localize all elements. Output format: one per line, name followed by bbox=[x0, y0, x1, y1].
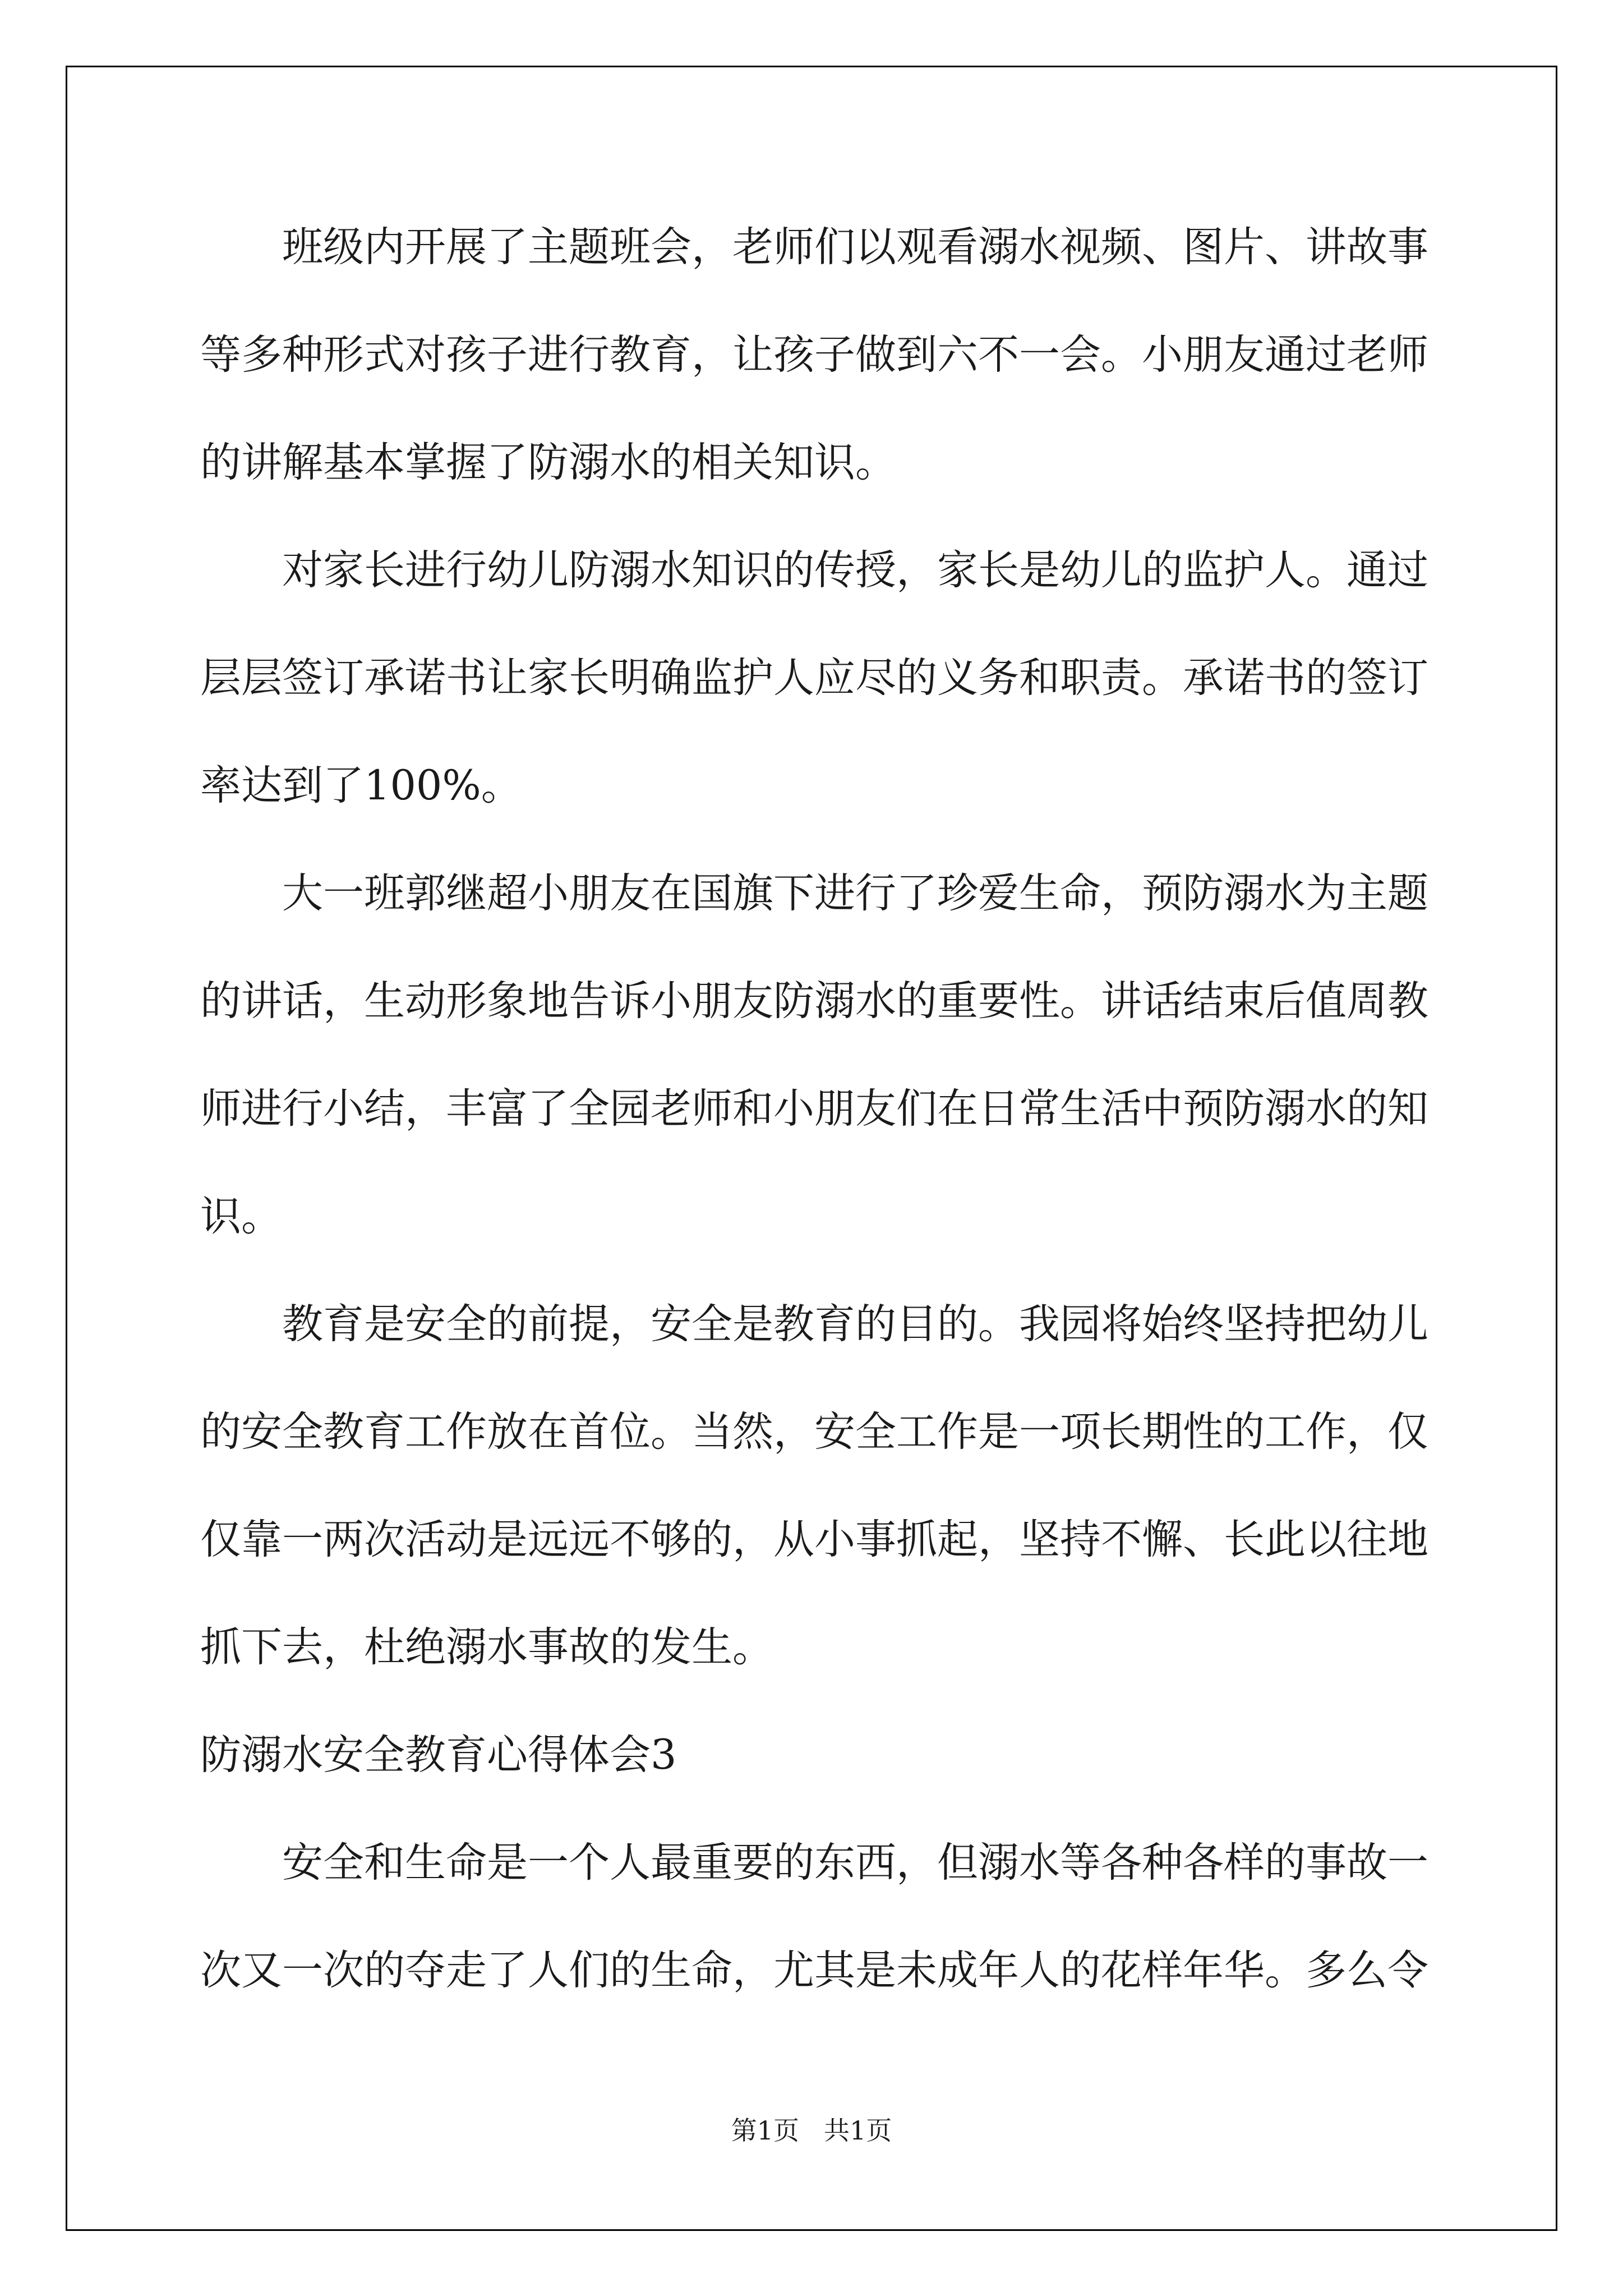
paragraph: 安全和生命是一个人最重要的东西，但溺水等各种各样的事故一次又一次的夺走了人们的生命，尤其是未成年人的花样年华。多么令 bbox=[200, 1839, 1428, 1994]
page-number: 第1页 bbox=[731, 2115, 800, 2146]
page-total: 共1页 bbox=[823, 2115, 892, 2146]
document-body bbox=[200, 194, 1428, 2024]
section-heading: 防溺水安全教育心得体会3 bbox=[200, 1731, 677, 1779]
paragraph: 班级内开展了主题班会，老师们以观看溺水视频、图片、讲故事等多种形式对孩子进行教育，让孩子做到六不一会。小朋友通过老师的讲解基本掌握了防溺水的相关知识。 bbox=[200, 223, 1428, 486]
page-footer bbox=[0, 2110, 1623, 2147]
paragraph: 大一班郭继超小朋友在国旗下进行了珍爱生命，预防溺水为主题的讲话，生动形象地告诉小朋友防溺水的重要性。讲话结束后值周教师进行小结，丰富了全园老师和小朋友们在日常生活中预防溺水的知识。 bbox=[200, 869, 1428, 1240]
paragraph: 教育是安全的前提，安全是教育的目的。我园将始终坚持把幼儿的安全教育工作放在首位。当然，安全工作是一项长期性的工作，仅仅靠一两次活动是远远不够的，从小事抓起，坚持不懈、长此以往地抓下去，杜绝溺水事故的发生。 bbox=[200, 1300, 1428, 1671]
paragraph: 对家长进行幼儿防溺水知识的传授，家长是幼儿的监护人。通过层层签订承诺书让家长明确监护人应尽的义务和职责。承诺书的签订率达到了100%。 bbox=[200, 546, 1428, 809]
